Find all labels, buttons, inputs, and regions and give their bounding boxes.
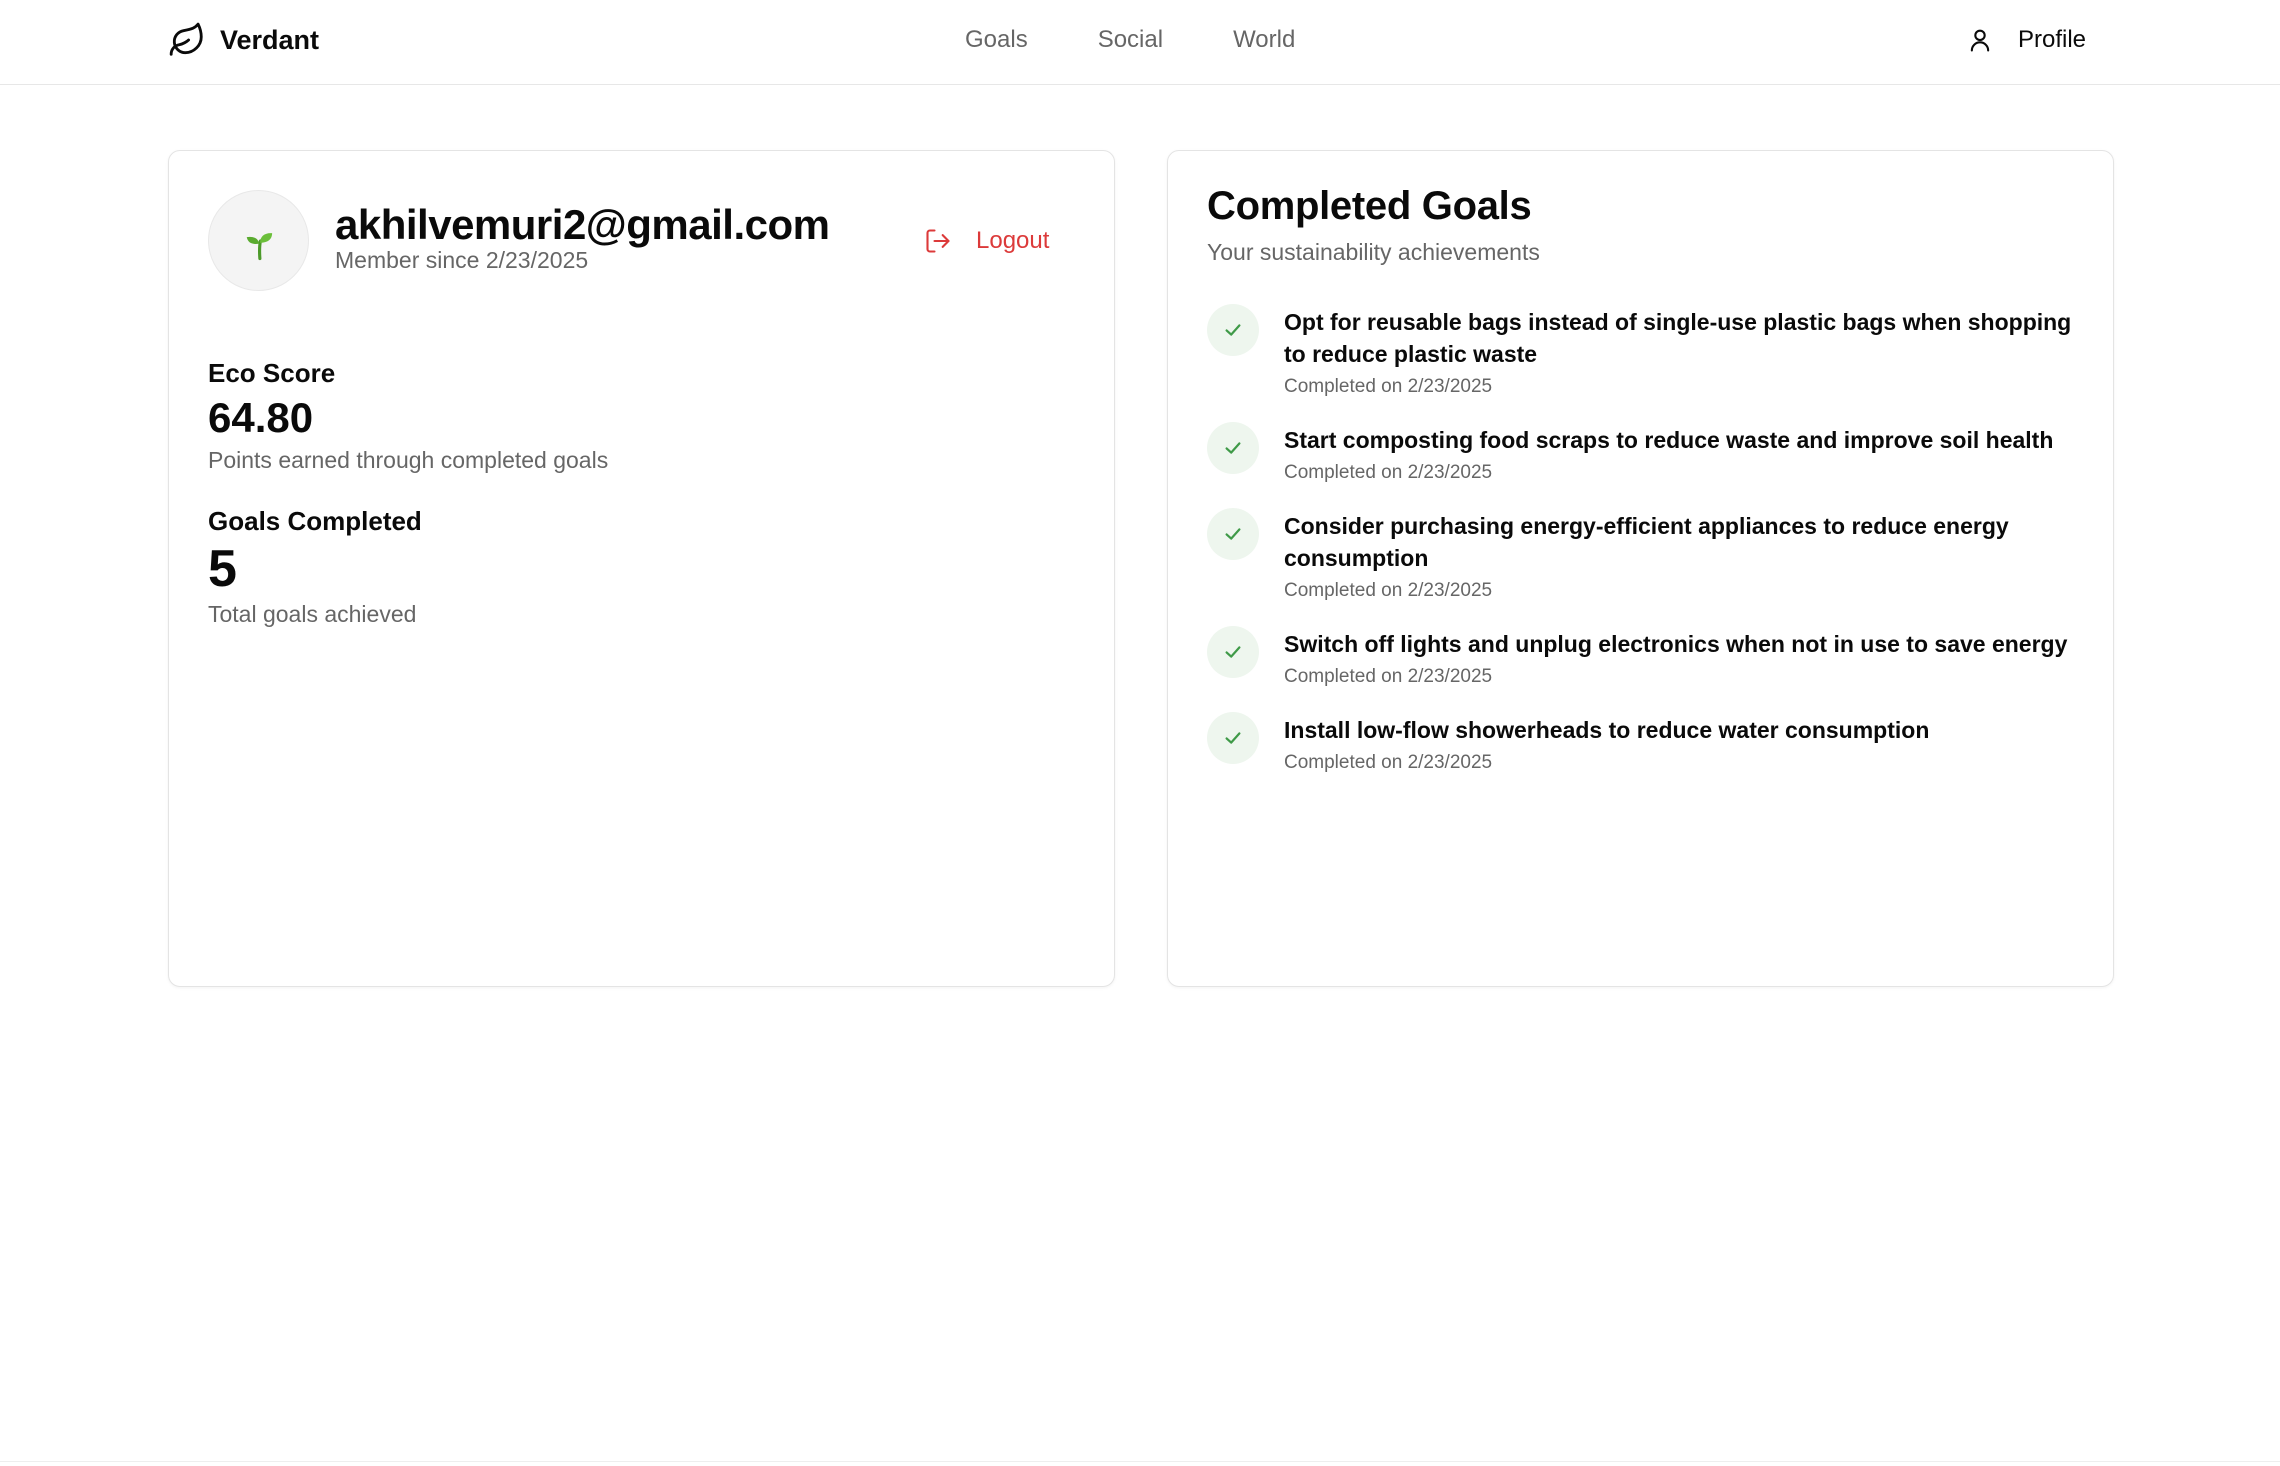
goals-completed-value: 5 — [208, 540, 237, 598]
check-circle — [1207, 422, 1259, 474]
list-item — [1207, 508, 2087, 604]
check-circle — [1207, 626, 1259, 678]
check-icon — [1222, 523, 1244, 545]
check-circle — [1207, 304, 1259, 356]
avatar — [208, 190, 309, 291]
logout-icon — [924, 227, 952, 255]
user-email: akhilvemuri2@gmail.com — [335, 201, 830, 248]
logout-button[interactable] — [924, 221, 1049, 261]
seedling-icon — [238, 220, 280, 262]
eco-score-caption: Points earned through completed goals — [208, 447, 609, 473]
goal-date: Completed on 2/23/2025 — [1284, 462, 1493, 483]
list-item — [1207, 422, 2087, 486]
member-since: Member since 2/23/2025 — [335, 247, 589, 273]
goal-text: Opt for reusable bags instead of single-use plastic bags when shopping to reduce plastic waste — [1284, 309, 2072, 367]
goal-date: Completed on 2/23/2025 — [1284, 666, 1493, 687]
nav-social[interactable]: Social — [1097, 26, 1164, 53]
list-item — [1207, 626, 2087, 690]
profile-label: Profile — [2018, 26, 2087, 53]
completed-goals-title: Completed Goals — [1207, 184, 1532, 228]
logout-label: Logout — [976, 227, 1050, 254]
eco-score-value: 64.80 — [208, 394, 314, 441]
leaf-icon — [168, 21, 206, 59]
top-navbar — [0, 0, 2280, 85]
check-icon — [1222, 641, 1244, 663]
main-nav — [965, 20, 1365, 60]
goal-text: Install low-flow showerheads to reduce water consumption — [1284, 717, 1930, 743]
goal-date: Completed on 2/23/2025 — [1284, 752, 1493, 773]
completed-goals-card — [1167, 150, 2114, 987]
list-item — [1207, 304, 2087, 400]
check-icon — [1222, 727, 1244, 749]
check-icon — [1222, 437, 1244, 459]
goals-completed-label: Goals Completed — [208, 506, 422, 536]
profile-card — [168, 150, 1115, 987]
nav-goals[interactable]: Goals — [965, 26, 1028, 53]
nav-world[interactable]: World — [1233, 26, 1296, 53]
goal-text: Switch off lights and unplug electronics when not in use to save energy — [1284, 631, 2068, 657]
brand-logo-link[interactable] — [168, 20, 319, 60]
check-circle — [1207, 508, 1259, 560]
page-bottom-divider — [0, 1461, 2280, 1462]
goals-completed-caption: Total goals achieved — [208, 601, 417, 627]
list-item — [1207, 712, 2087, 776]
goal-date: Completed on 2/23/2025 — [1284, 376, 1493, 397]
completed-goals-list — [1207, 304, 2087, 798]
brand-name: Verdant — [220, 24, 320, 55]
check-circle — [1207, 712, 1259, 764]
goal-text: Start composting food scraps to reduce waste and improve soil health — [1284, 427, 2054, 453]
profile-link[interactable] — [1966, 20, 2086, 60]
eco-score-label: Eco Score — [208, 358, 336, 388]
goal-text: Consider purchasing energy-efficient appliances to reduce energy consumption — [1284, 513, 2009, 571]
check-icon — [1222, 319, 1244, 341]
completed-goals-subtitle: Your sustainability achievements — [1207, 239, 1540, 265]
user-icon — [1966, 26, 1994, 54]
goal-date: Completed on 2/23/2025 — [1284, 580, 1493, 601]
